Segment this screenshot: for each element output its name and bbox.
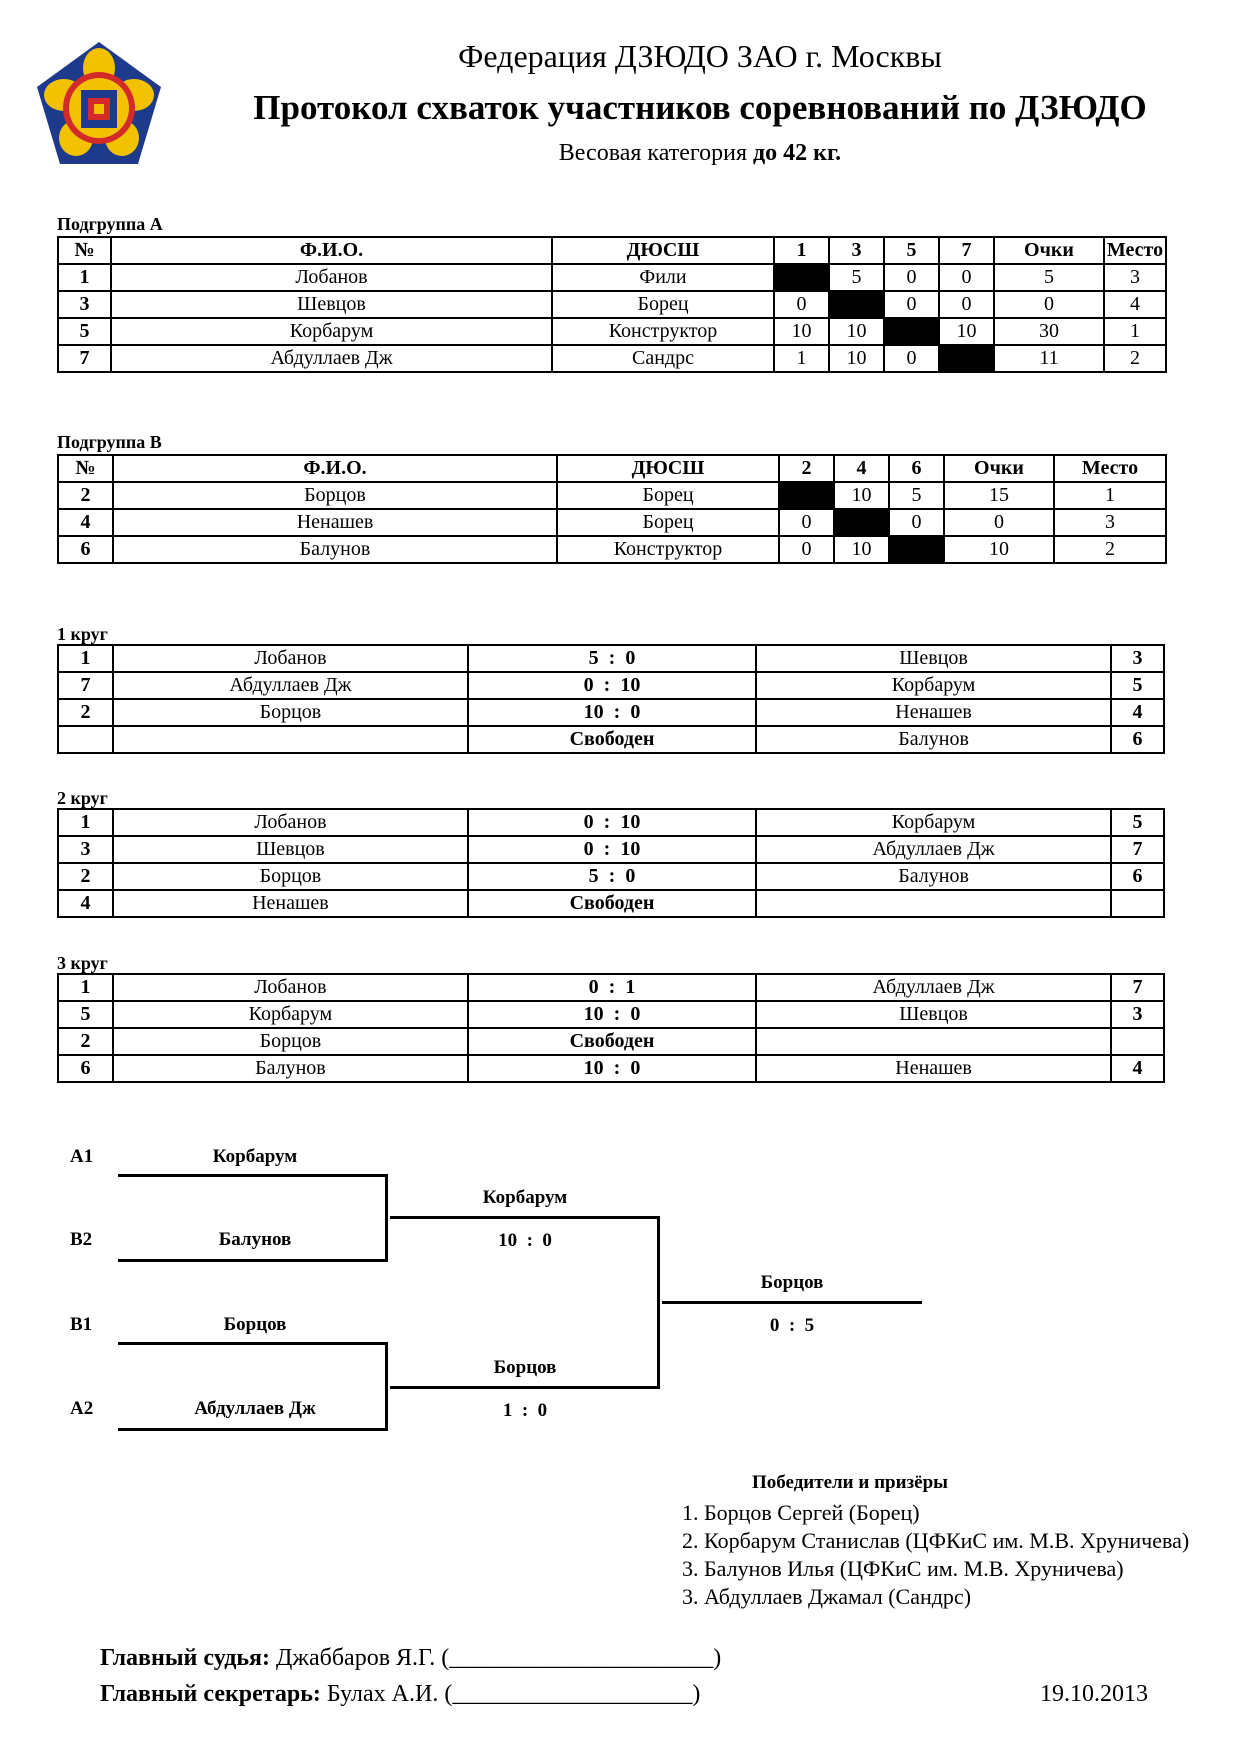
chief-judge-line: Главный судья: Джаббаров Я.Г. (______________________) [100, 1645, 722, 1671]
score-cell: 3 [1054, 509, 1166, 536]
match-score: 10 : 0 [468, 1055, 757, 1082]
header-cell: 2 [779, 455, 834, 482]
match-row [58, 1001, 1164, 1028]
match-left-number [58, 726, 113, 753]
bracket-seed: В2 [70, 1229, 93, 1250]
match-score: Свободен [468, 726, 757, 753]
self-cell [774, 264, 829, 291]
match-left-name: Лобанов [113, 645, 468, 672]
match-right-name: Корбарум [756, 809, 1111, 836]
participant-number: 5 [58, 318, 111, 345]
group-b-label: Подгруппа В [57, 432, 162, 452]
group-b-table [57, 454, 1167, 564]
header-cell: 7 [939, 237, 994, 264]
participant-name: Шевцов [111, 291, 552, 318]
bracket-name: Абдуллаев Дж [194, 1398, 316, 1419]
match-left-name: Шевцов [113, 836, 468, 863]
score-cell: 0 [779, 536, 834, 563]
score-cell: 5 [889, 482, 944, 509]
self-cell [884, 318, 939, 345]
match-left-number: 6 [58, 1055, 113, 1082]
match-left-number: 4 [58, 890, 113, 917]
final-winner: Борцов [760, 1272, 824, 1293]
header-cell: Ф.И.О. [111, 237, 552, 264]
match-score: 10 : 0 [468, 699, 757, 726]
match-right-number: 6 [1111, 863, 1164, 890]
score-cell: 10 [774, 318, 829, 345]
match-right-name: Балунов [756, 863, 1111, 890]
score-cell: 4 [1104, 291, 1166, 318]
semifinal-winner: Борцов [493, 1357, 557, 1378]
match-right-name [756, 1028, 1111, 1055]
score-cell: 15 [944, 482, 1054, 509]
header-cell: 4 [834, 455, 889, 482]
match-right-name: Шевцов [756, 645, 1111, 672]
chief-secretary-line: Главный секретарь: Булах А.И. (____________________) [100, 1681, 701, 1707]
semifinal-winner: Корбарум [482, 1187, 568, 1208]
score-cell: 11 [994, 345, 1104, 372]
score-cell: 10 [834, 536, 889, 563]
table-header-row [58, 455, 1166, 482]
bracket-seed: В1 [70, 1314, 93, 1335]
match-right-name: Ненашев [756, 699, 1111, 726]
table-row [58, 482, 1166, 509]
participant-club: Конструктор [552, 318, 774, 345]
participant-name: Абдуллаев Дж [111, 345, 552, 372]
match-row [58, 1028, 1164, 1055]
participant-number: 2 [58, 482, 113, 509]
match-right-number: 5 [1111, 672, 1164, 699]
score-cell: 0 [994, 291, 1104, 318]
header-cell: Очки [944, 455, 1054, 482]
page-title: Протокол схваток участников соревнований по ДЗЮДО [253, 88, 1147, 127]
match-left-name: Борцов [113, 699, 468, 726]
match-left-number: 1 [58, 809, 113, 836]
participant-club: Борец [552, 291, 774, 318]
match-left-name: Борцов [113, 1028, 468, 1055]
match-left-number: 5 [58, 1001, 113, 1028]
match-row [58, 863, 1164, 890]
participant-name: Ненашев [113, 509, 557, 536]
match-right-name: Абдуллаев Дж [756, 974, 1111, 1001]
round-1-label: 1 круг [57, 624, 108, 644]
match-score: 0 : 10 [468, 836, 757, 863]
protocol-date: 19.10.2013 [1040, 1681, 1148, 1707]
bracket-seed: А1 [70, 1146, 94, 1167]
match-score: 0 : 10 [468, 809, 757, 836]
self-cell [834, 509, 889, 536]
match-row [58, 699, 1164, 726]
winner-item: 3. Абдуллаев Джамал (Сандрс) [682, 1584, 972, 1609]
weight-category: Весовая категория до 42 кг. [558, 140, 842, 166]
match-score: 5 : 0 [468, 645, 757, 672]
match-left-name: Корбарум [113, 1001, 468, 1028]
header-cell: Очки [994, 237, 1104, 264]
match-right-name: Балунов [756, 726, 1111, 753]
participant-club: Конструктор [557, 536, 779, 563]
match-left-number: 2 [58, 1028, 113, 1055]
score-cell: 10 [829, 318, 884, 345]
winner-item: 3. Балунов Илья (ЦФКиС им. М.В. Хруничева) [682, 1556, 1124, 1581]
match-row [58, 672, 1164, 699]
match-left-name [113, 726, 468, 753]
match-score: Свободен [468, 1028, 757, 1055]
match-right-number: 5 [1111, 809, 1164, 836]
match-row [58, 1055, 1164, 1082]
winner-item: 2. Корбарум Станислав (ЦФКиС им. М.В. Хруничева) [682, 1528, 1190, 1553]
score-cell: 0 [779, 509, 834, 536]
match-left-number: 3 [58, 836, 113, 863]
final-score: 0 : 5 [769, 1315, 815, 1336]
winners-title: Победители и призёры [751, 1472, 949, 1493]
match-right-number [1111, 890, 1164, 917]
header-cell: Место [1054, 455, 1166, 482]
score-cell: 0 [774, 291, 829, 318]
match-left-name: Ненашев [113, 890, 468, 917]
self-cell [939, 345, 994, 372]
bracket-name: Балунов [218, 1229, 292, 1250]
score-cell: 10 [829, 345, 884, 372]
header-cell: Место [1104, 237, 1166, 264]
bracket-name: Корбарум [212, 1146, 298, 1167]
score-cell: 2 [1054, 536, 1166, 563]
winner-item: 1. Борцов Сергей (Борец) [682, 1500, 920, 1525]
match-left-number: 1 [58, 645, 113, 672]
round-1-table [57, 644, 1165, 754]
score-cell: 0 [944, 509, 1054, 536]
participant-name: Балунов [113, 536, 557, 563]
score-cell: 10 [944, 536, 1054, 563]
participant-name: Лобанов [111, 264, 552, 291]
score-cell: 2 [1104, 345, 1166, 372]
match-row [58, 974, 1164, 1001]
score-cell: 0 [884, 291, 939, 318]
table-row [58, 509, 1166, 536]
match-left-name: Абдуллаев Дж [113, 672, 468, 699]
match-right-name: Шевцов [756, 1001, 1111, 1028]
match-right-number: 3 [1111, 645, 1164, 672]
match-left-name: Балунов [113, 1055, 468, 1082]
match-left-number: 1 [58, 974, 113, 1001]
bracket-seed: А2 [70, 1398, 94, 1419]
match-row [58, 836, 1164, 863]
table-row [58, 536, 1166, 563]
participant-number: 4 [58, 509, 113, 536]
round-3-table [57, 973, 1165, 1083]
match-right-number: 7 [1111, 974, 1164, 1001]
round-3-label: 3 круг [57, 953, 108, 973]
score-cell: 30 [994, 318, 1104, 345]
header-cell: 6 [889, 455, 944, 482]
group-a-label: Подгруппа А [57, 214, 163, 234]
score-cell: 0 [889, 509, 944, 536]
match-right-number: 6 [1111, 726, 1164, 753]
match-score: 10 : 0 [468, 1001, 757, 1028]
score-cell: 1 [774, 345, 829, 372]
table-row [58, 345, 1166, 372]
match-right-number: 7 [1111, 836, 1164, 863]
score-cell: 10 [939, 318, 994, 345]
participant-club: Сандрс [552, 345, 774, 372]
participant-number: 6 [58, 536, 113, 563]
match-left-number: 2 [58, 863, 113, 890]
match-left-number: 2 [58, 699, 113, 726]
participant-number: 1 [58, 264, 111, 291]
bracket-name: Борцов [223, 1314, 287, 1335]
score-cell: 1 [1054, 482, 1166, 509]
score-cell: 0 [939, 291, 994, 318]
header-cell: 3 [829, 237, 884, 264]
header-cell: Ф.И.О. [113, 455, 557, 482]
score-cell: 1 [1104, 318, 1166, 345]
self-cell [829, 291, 884, 318]
match-right-number: 4 [1111, 699, 1164, 726]
round-2-table [57, 808, 1165, 918]
score-cell: 5 [994, 264, 1104, 291]
match-row [58, 726, 1164, 753]
score-cell: 0 [939, 264, 994, 291]
table-row [58, 318, 1166, 345]
federation-logo-icon [34, 40, 164, 168]
semifinal-score: 1 : 0 [502, 1400, 548, 1421]
header-cell: ДЮСШ [557, 455, 779, 482]
score-cell: 0 [884, 264, 939, 291]
score-cell: 3 [1104, 264, 1166, 291]
participant-name: Корбарум [111, 318, 552, 345]
self-cell [889, 536, 944, 563]
participant-number: 3 [58, 291, 111, 318]
match-right-name [756, 890, 1111, 917]
federation-name: Федерация ДЗЮДО ЗАО г. Москвы [458, 38, 942, 74]
match-row [58, 809, 1164, 836]
semifinal-score: 10 : 0 [498, 1230, 552, 1251]
group-a-table [57, 236, 1167, 373]
header-cell: ДЮСШ [552, 237, 774, 264]
match-row [58, 645, 1164, 672]
table-header-row [58, 237, 1166, 264]
participant-club: Фили [552, 264, 774, 291]
match-row [58, 890, 1164, 917]
match-right-name: Ненашев [756, 1055, 1111, 1082]
match-left-name: Борцов [113, 863, 468, 890]
table-row [58, 264, 1166, 291]
match-left-number: 7 [58, 672, 113, 699]
match-score: 5 : 0 [468, 863, 757, 890]
match-score: 0 : 1 [468, 974, 757, 1001]
score-cell: 10 [834, 482, 889, 509]
table-row [58, 291, 1166, 318]
participant-name: Борцов [113, 482, 557, 509]
participant-club: Борец [557, 482, 779, 509]
match-right-name: Корбарум [756, 672, 1111, 699]
header-cell: 1 [774, 237, 829, 264]
score-cell: 0 [884, 345, 939, 372]
self-cell [779, 482, 834, 509]
header-cell: № [58, 455, 113, 482]
match-left-name: Лобанов [113, 809, 468, 836]
score-cell: 5 [829, 264, 884, 291]
participant-number: 7 [58, 345, 111, 372]
match-left-name: Лобанов [113, 974, 468, 1001]
participant-club: Борец [557, 509, 779, 536]
match-right-name: Абдуллаев Дж [756, 836, 1111, 863]
header-cell: 5 [884, 237, 939, 264]
round-2-label: 2 круг [57, 788, 108, 808]
match-right-number: 4 [1111, 1055, 1164, 1082]
match-score: 0 : 10 [468, 672, 757, 699]
match-right-number: 3 [1111, 1001, 1164, 1028]
match-score: Свободен [468, 890, 757, 917]
match-right-number [1111, 1028, 1164, 1055]
header-cell: № [58, 237, 111, 264]
